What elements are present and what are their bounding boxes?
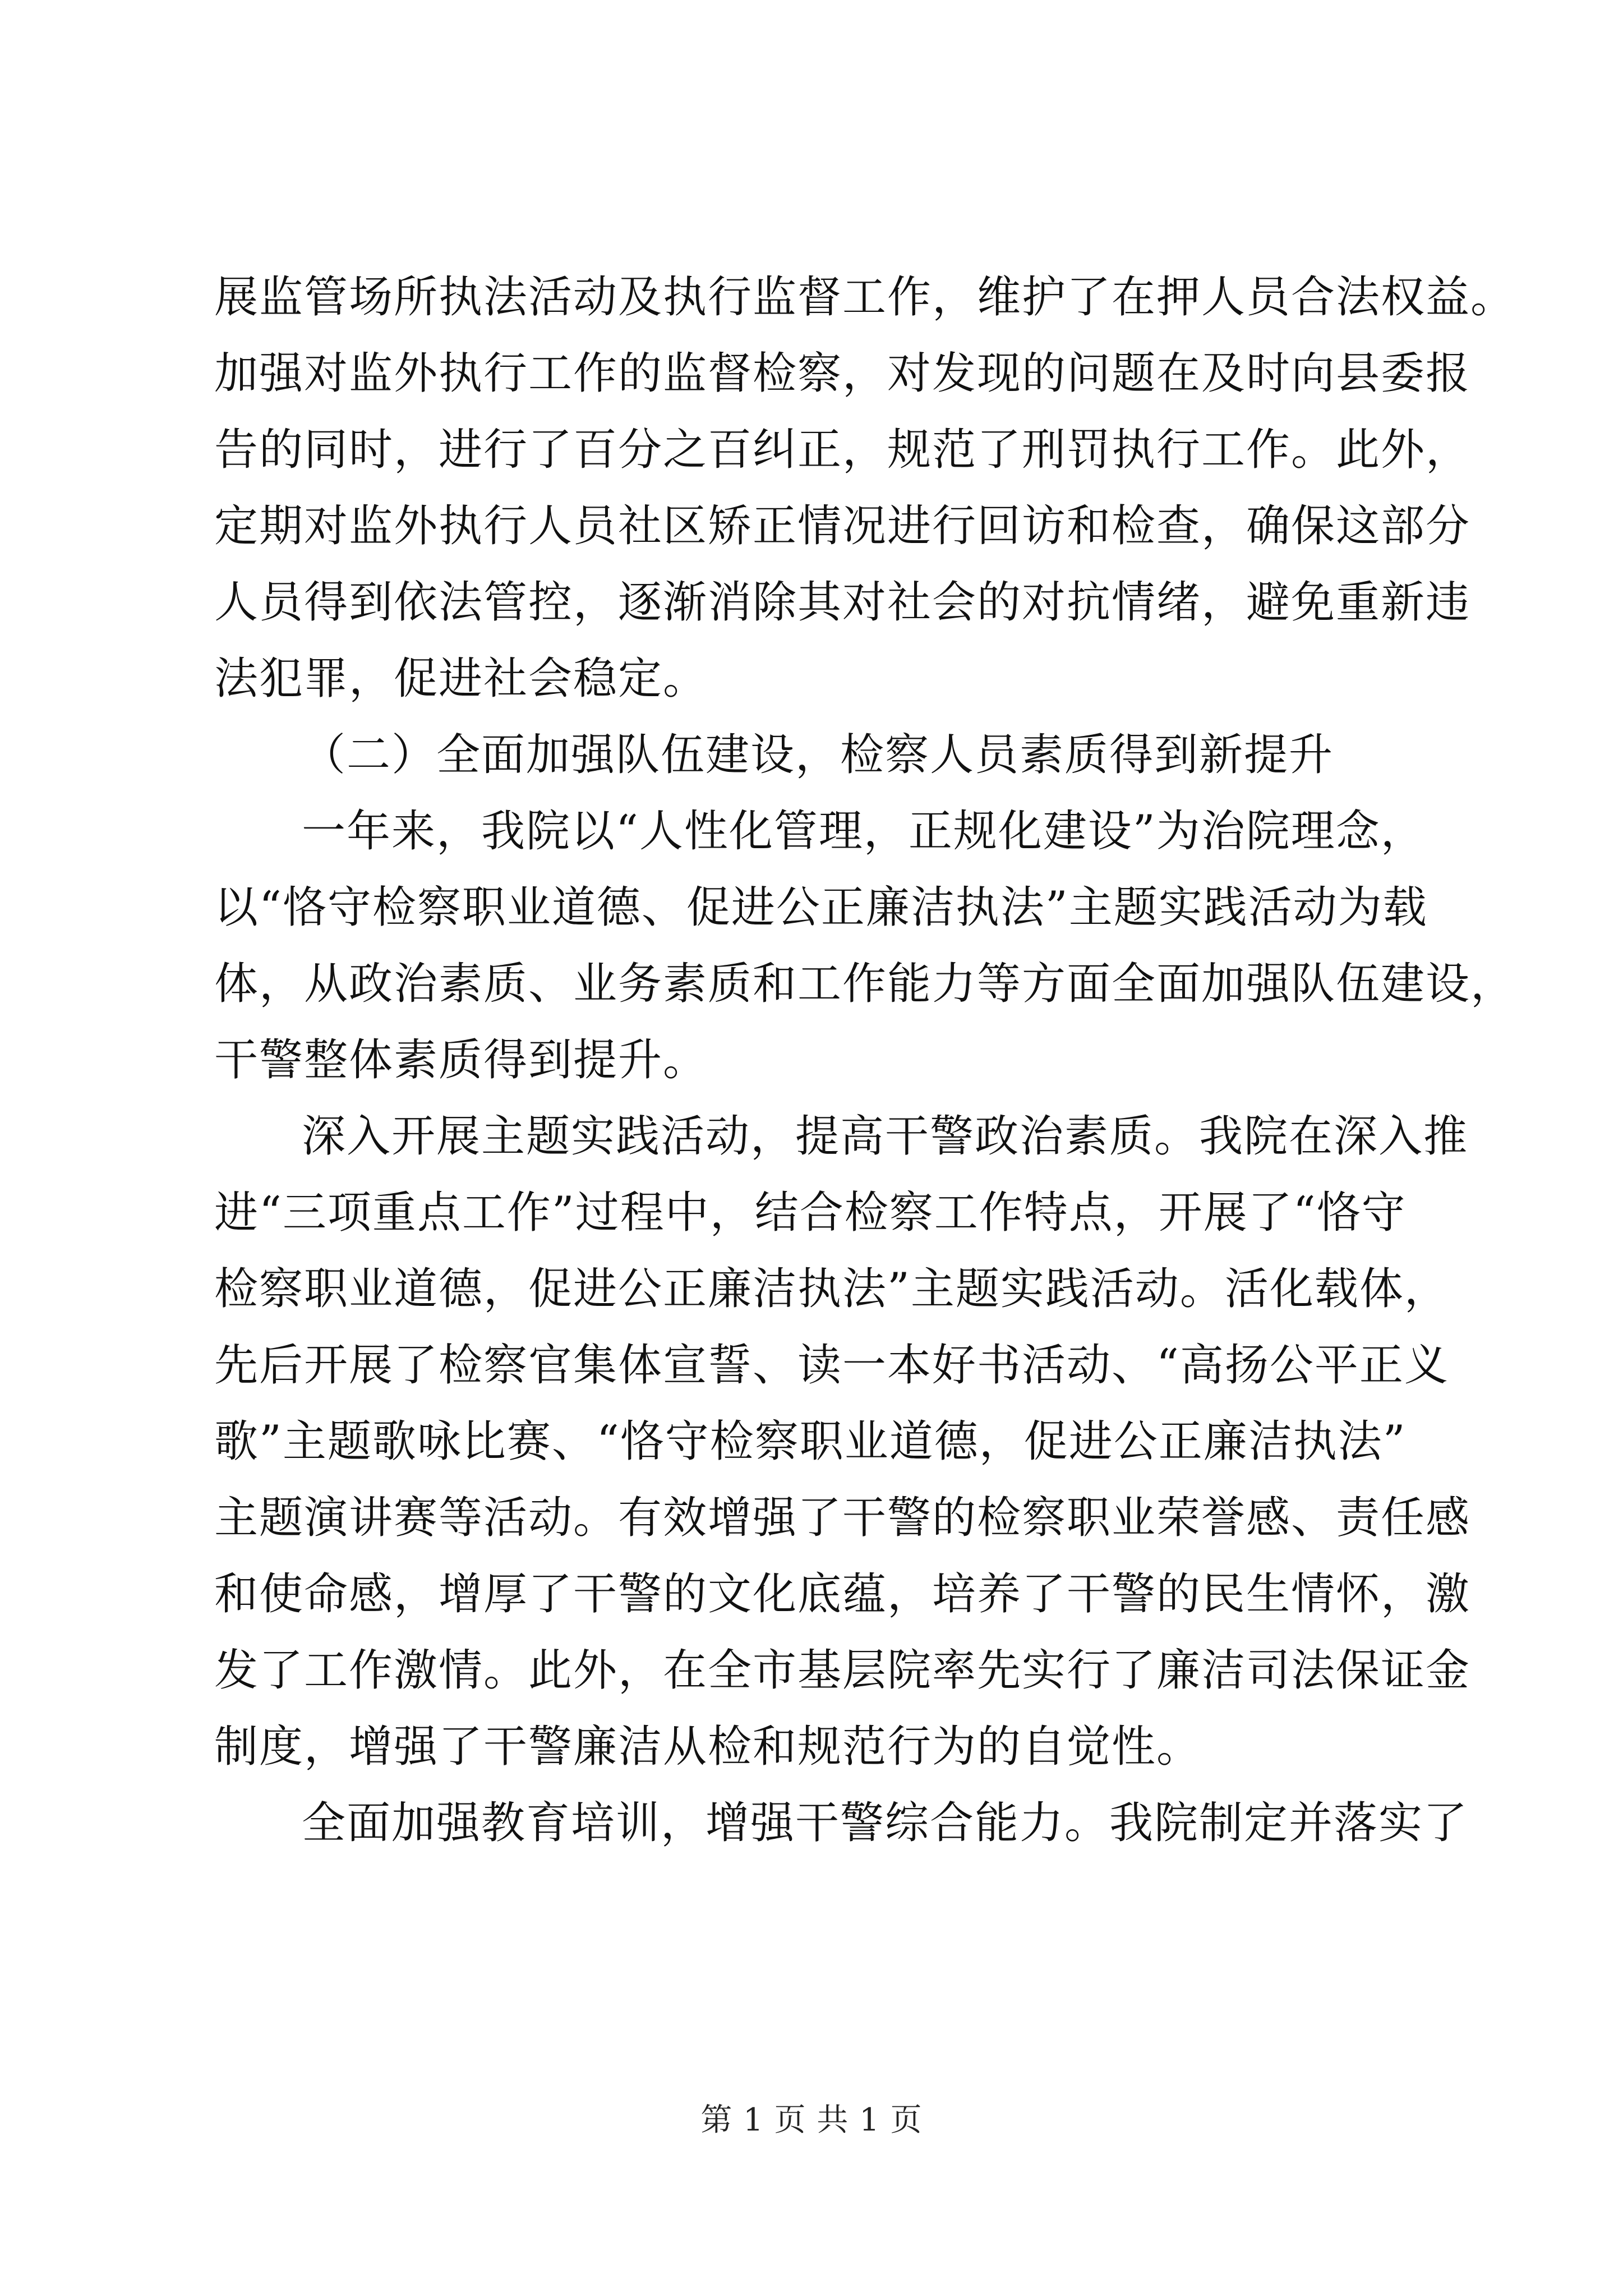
- text-line: 深入开展主题实践活动，提高干警政治素质。我院在深入推: [302, 1111, 1469, 1162]
- text-line: 检察职业道德，促进公正廉洁执法”主题实践活动。活化载体，: [214, 1264, 1449, 1314]
- text-line: 制度，增强了干警廉洁从检和规范行为的自觉性。: [214, 1722, 1202, 1772]
- text-line: 体，从政治素质、业务素质和工作能力等方面全面加强队伍建设，: [214, 959, 1516, 1009]
- text-line: 先后开展了检察官集体宣誓、读一本好书活动、“高扬公平正义: [214, 1340, 1449, 1391]
- text-line: 展监管场所执法活动及执行监督工作，维护了在押人员合法权益。: [214, 272, 1516, 323]
- text-line: 全面加强教育培训，增强干警综合能力。我院制定并落实了: [302, 1798, 1469, 1848]
- text-line: 干警整体素质得到提升。: [214, 1035, 708, 1085]
- text-line: 发了工作激情。此外，在全市基层院率先实行了廉洁司法保证金: [214, 1645, 1471, 1696]
- text-line: 加强对监外执行工作的监督检察，对发现的问题在及时向县委报: [214, 348, 1471, 399]
- text-line: 进“三项重点工作”过程中，结合检察工作特点，开展了“恪守: [214, 1188, 1407, 1238]
- page-number-footer: 第 1 页 共 1 页: [700, 2102, 923, 2138]
- text-line: 告的同时，进行了百分之百纠正，规范了刑罚执行工作。此外，: [214, 425, 1471, 475]
- section-heading: （二）全面加强队伍建设，检察人员素质得到新提升: [302, 730, 1334, 780]
- text-line: 一年来，我院以“人性化管理，正规化建设”为治院理念，: [302, 806, 1426, 857]
- text-line: 定期对监外执行人员社区矫正情况进行回访和检查，确保这部分: [214, 501, 1471, 551]
- text-line: 主题演讲赛等活动。有效增强了干警的检察职业荣誉感、责任感: [214, 1493, 1471, 1543]
- text-line: 法犯罪，促进社会稳定。: [214, 654, 708, 704]
- text-line: 以“恪守检察职业道德、促进公正廉洁执法”主题实践活动为载: [214, 882, 1428, 933]
- text-line: 人员得到依法管控，逐渐消除其对社会的对抗情绪，避免重新违: [214, 577, 1471, 628]
- text-line: 和使命感，增厚了干警的文化底蕴，培养了干警的民生情怀，激: [214, 1569, 1471, 1619]
- text-line: 歌”主题歌咏比赛、“恪守检察职业道德，促进公正廉洁执法”: [214, 1416, 1407, 1467]
